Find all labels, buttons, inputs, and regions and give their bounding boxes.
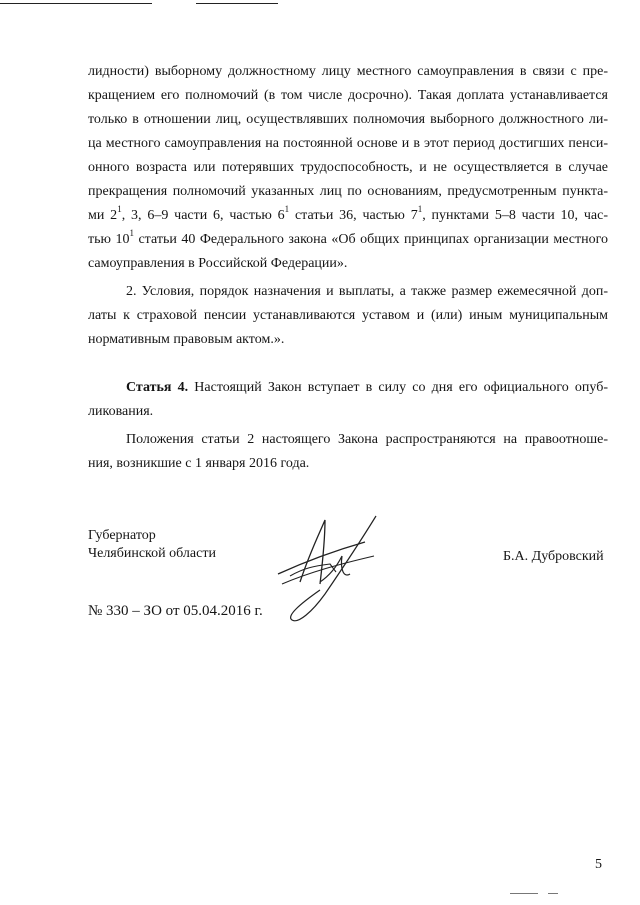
text-line: кращением его полномочий (в том числе досрочно). Такая доплата устанавливается xyxy=(88,88,608,103)
superscript: 1 xyxy=(284,204,290,215)
text-line: ликования. xyxy=(88,404,154,419)
top-rule-left xyxy=(0,3,152,4)
text-line: Положения статьи 2 настоящего Закона распространяются на правоотноше- xyxy=(126,432,608,447)
text-line: лидности) выборному должностному лицу местного самоуправления в связи с пре- xyxy=(88,64,608,79)
text-fragment: ми 2 xyxy=(88,208,118,223)
bottom-rule xyxy=(548,893,558,894)
text-line: прекращения полномочий указанных лиц по основаниям, предусмотренным пункта- xyxy=(88,184,608,199)
text-fragment: Настоящий Закон вступает в силу со дня его официального опуб- xyxy=(194,380,608,395)
text-line xyxy=(88,204,609,225)
text-fragment: тью 10 xyxy=(88,232,130,247)
text-line: ца местного самоуправления на постоянной основе и в этот период достигших пенси- xyxy=(88,136,608,151)
handwritten-signature xyxy=(270,512,390,632)
article-4-line xyxy=(126,379,608,397)
text-line: нормативным правовым актом.». xyxy=(88,332,285,347)
page-number: 5 xyxy=(595,857,602,872)
text-line: латы к страховой пенсии устанавливаются уставом и (или) иным муниципальным xyxy=(88,308,608,323)
text-fragment: , пунктами 5–8 части 10, час- xyxy=(422,208,609,223)
top-rule-right xyxy=(196,3,278,4)
text-line: 2. Условия, порядок назначения и выплаты, а также размер ежемесячной доп- xyxy=(126,284,608,299)
superscript: 1 xyxy=(117,204,122,215)
text-line: онного возраста или потерявших трудоспособность, и не осуществляется в случае xyxy=(88,160,608,175)
text-line: ния, возникшие с 1 января 2016 года. xyxy=(88,456,310,471)
text-line: только в отношении лиц, осуществлявших полномочия выборного должностного ли- xyxy=(88,112,608,127)
text-fragment: , 3, 6–9 части 6, частью 6 xyxy=(121,208,285,223)
position-title: Губернатор xyxy=(88,528,156,543)
text-line: самоуправления в Российской Федерации». xyxy=(88,256,348,271)
superscript: 1 xyxy=(417,204,423,215)
bottom-rule xyxy=(510,893,538,894)
text-fragment: статьи 40 Федерального закона «Об общих принципах организации местного xyxy=(133,232,608,247)
text-line xyxy=(88,228,608,249)
position-region: Челябинской области xyxy=(88,546,216,561)
text-fragment: статьи 36, частью 7 xyxy=(289,208,418,223)
law-number: № 330 – ЗО от 05.04.2016 г. xyxy=(88,603,263,619)
article-label: Статья 4. xyxy=(126,380,189,395)
superscript: 1 xyxy=(129,228,134,239)
signatory-name: Б.А. Дубровский xyxy=(503,549,604,564)
